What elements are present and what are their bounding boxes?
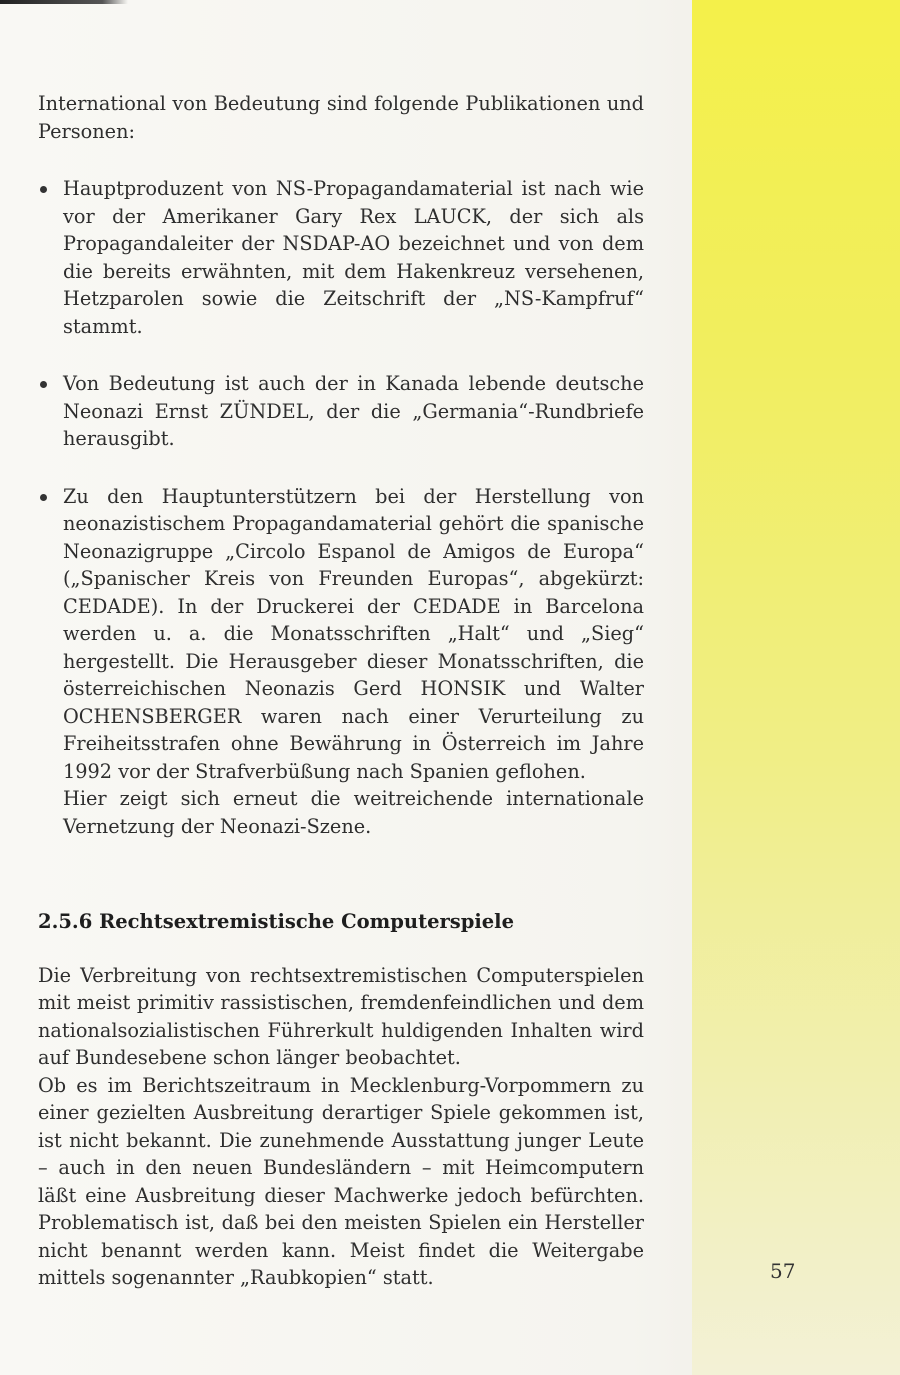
list-item-text: Hier zeigt sich erneut die weitreichende internationale Vernetzung der Neonazi-Szene. <box>63 787 644 838</box>
scan-edge-mark <box>0 0 128 4</box>
intro-paragraph: International von Bedeutung sind folgende Publikationen und Personen: <box>38 92 644 143</box>
bullet-icon <box>40 381 47 388</box>
list-item <box>38 175 644 340</box>
list-item <box>38 370 644 453</box>
page-number: 57 <box>770 1259 796 1283</box>
section-paragraph: Die Verbreitung von rechtsextremistischen Computerspielen mit meist primitiv rassistischen, fremdenfeindlichen und dem nationalsozialistischen Führerkult huldigenden Inhalten wird auf Bundesebene schon länger beobachtet. <box>38 963 644 1069</box>
bullet-icon <box>40 186 47 193</box>
page-content <box>38 90 644 1292</box>
yellow-margin-bar <box>692 0 900 1375</box>
section-heading: 2.5.6 Rechtsextremistische Computerspiele <box>38 910 514 933</box>
publications-list <box>38 175 644 840</box>
list-item-text: Hauptproduzent von NS-Propagandamaterial ist nach wie vor der Amerikaner Gary Rex LAUCK, der sich als Propagandaleiter der NSDAP-AO bezeichnet und von dem die bereits erwähnten, mit dem Hakenkreuz versehenen, Hetzparolen sowie die Zeitschrift der „NS-Kampfruf“ stammt. <box>63 177 644 338</box>
bullet-icon <box>40 494 47 501</box>
list-item-text: Zu den Hauptunterstützern bei der Herstellung von neonazistischem Propagandamaterial gehört die spanische Neonazigruppe „Circolo Espanol de Amigos de Europa“ („Spanischer Kreis von Freunden Europas“, abgekürzt: CEDADE). In der Druckerei der CEDADE in Barcelona werden u. a. die Monatsschriften „Halt“ und „Sieg“ hergestellt. Die Herausgeber dieser Monatsschriften, die österreichischen Neonazis Gerd HONSIK und Walter OCHENSBERGER waren nach einer Verurteilung zu Freiheitsstrafen ohne Bewährung in Österreich im Jahre 1992 vor der Strafverbüßung nach Spanien geflohen. <box>63 484 644 783</box>
list-item <box>38 483 644 841</box>
section-paragraph: Ob es im Berichtszeitraum in Mecklenburg-Vorpommern zu einer gezielten Ausbreitung derartiger Spiele gekommen ist, ist nicht bekannt. Die zunehmende Ausstattung junger Leute – auch in den neuen Bundesländern – mit Heimcomputern läßt eine Ausbreitung dieser Machwerke jedoch befürchten. Problematisch ist, daß bei den meisten Spielen ein Hersteller nicht benannt werden kann. Meist findet die Weitergabe mittels sogenannter „Raubkopien“ statt. <box>38 1073 644 1289</box>
list-item-text: Von Bedeutung ist auch der in Kanada lebende deutsche Neonazi Ernst ZÜNDEL, der die „Germania“-Rundbriefe herausgibt. <box>63 372 644 450</box>
